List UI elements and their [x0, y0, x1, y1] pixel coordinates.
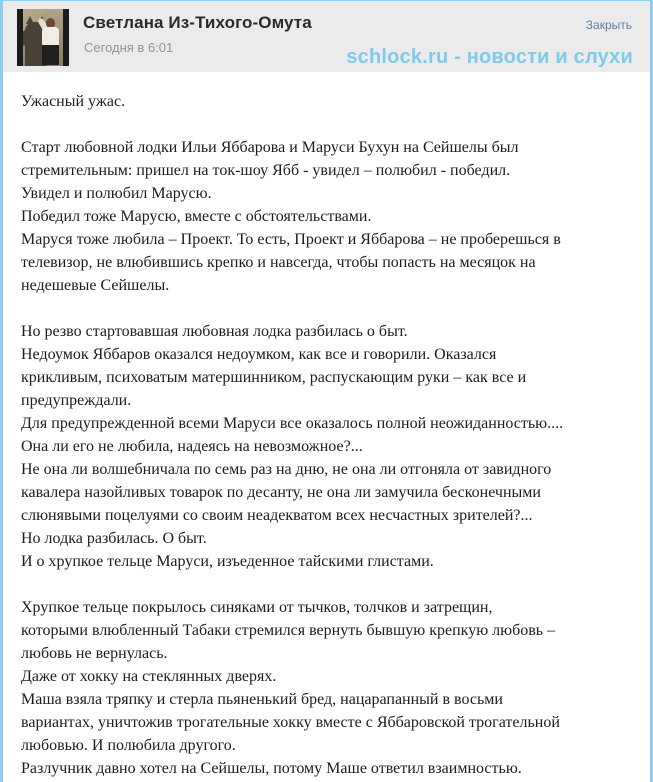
post-paragraph — [21, 596, 628, 780]
post-line: Не она ли волшебничала по семь раз на дню, не она ли отгоняла от завидного — [21, 461, 552, 478]
post-paragraph — [21, 320, 628, 573]
author-name[interactable]: Светлана Из-Тихого-Омута — [83, 13, 312, 32]
avatar[interactable] — [17, 9, 69, 66]
post-paragraph — [21, 90, 628, 113]
site-watermark: schlock.ru - новости и слухи — [346, 46, 633, 68]
post-line: телевизор, не влюбившись крепко и навсегда, чтобы попасть на месяцок на — [21, 254, 536, 271]
post-line: которыми влюбленный Табаки стремился вернуть бывшую крепкую любовь – — [21, 622, 556, 639]
post-line: Хрупкое тельце покрылось синяками от тычков, толчков и затрещин, — [21, 599, 493, 616]
post-line: вариантах, уничтожив трогательные хокку вместе с Яббаровской трогательной — [21, 714, 560, 731]
post-line: Недоумок Яббаров оказался недоумком, как все и говорили. Оказался — [21, 346, 497, 363]
post-line: стремительным: пришел на ток-шоу Ябб - увидел – полюбил - победил. — [21, 162, 511, 179]
post-line: Для предупрежденной всеми Маруси все оказалось полной неожиданностью.... — [21, 415, 564, 432]
post-line: Маша взяла тряпку и стерла пьяненький бред, нацарапанный в восьми — [21, 691, 503, 708]
post-line: Маруся тоже любила – Проект. То есть, Проект и Яббарова – не проберешься в — [21, 231, 561, 248]
avatar-photo — [23, 9, 63, 66]
post-timestamp: Сегодня в 6:01 — [84, 40, 174, 55]
post-line: Ужасный ужас. — [21, 93, 126, 110]
post-line: Даже от хокку на стеклянных дверях. — [21, 668, 277, 685]
post-text-body — [3, 72, 650, 780]
post-line: Старт любовной лодки Ильи Яббарова и Маруси Бухун на Сейшелы был — [21, 139, 519, 156]
cat-arm-icon — [23, 29, 32, 47]
person-body — [42, 27, 59, 46]
post-line: крикливым, психоватым матершинником, распускающим руки – как все и — [21, 369, 527, 386]
post-paragraph — [21, 136, 628, 297]
post-line: Но резво стартовавшая любовная лодка разбилась о быт. — [21, 323, 408, 340]
post-line: Она ли его не любила, надеясь на невозможное?... — [21, 438, 363, 455]
post-line: недешевые Сейшелы. — [21, 277, 170, 294]
post-line: слюнявыми поцелуями со своим неадекватом всех несчастных зрителей?... — [21, 507, 533, 524]
post-line: предупреждали. — [21, 392, 132, 409]
post-line: кавалера назойливых товарок по десанту, не она ли замучила бесконечными — [21, 484, 541, 501]
post-header — [3, 1, 650, 72]
post-line: Разлучник давно хотел на Сейшелы, потому Маше ответил взаимностью. — [21, 760, 522, 777]
post-line: любовь не вернулась. — [21, 645, 168, 662]
post-line: любовью. И полюбила другого. — [21, 737, 236, 754]
post-line: И о хрупкое тельце Маруси, изъеденное тайскими глистами. — [21, 553, 434, 570]
close-button[interactable]: Закрыть — [585, 18, 632, 32]
post-line: Победил тоже Марусю, вместе с обстоятельствами. — [21, 208, 372, 225]
post-line: Но лодка разбилась. О быт. — [21, 530, 207, 547]
person-skirt — [42, 45, 59, 65]
post-line: Увидел и полюбил Марусю. — [21, 185, 212, 202]
